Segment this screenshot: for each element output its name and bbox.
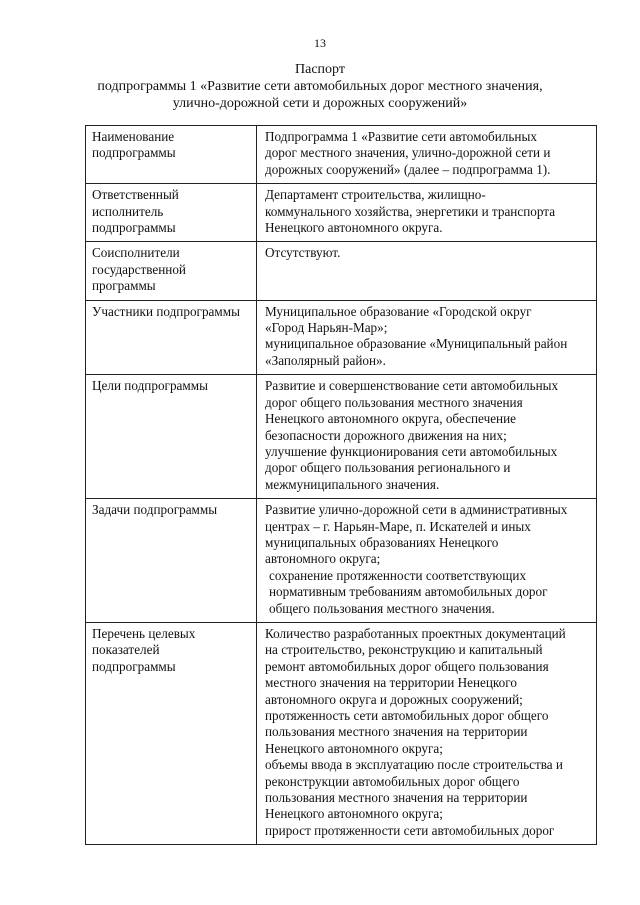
row-value-line: Ненецкого автономного округа. <box>265 220 443 236</box>
row-value-line: нормативным требованиям автомобильных дорог <box>269 584 548 600</box>
row-value-line: пользования местного значения на территории <box>265 724 528 740</box>
title-line-2: подпрограммы 1 «Развитие сети автомобильных дорог местного значения, <box>97 79 543 94</box>
row-value-line: Ненецкого автономного округа; <box>265 740 443 756</box>
table-row <box>86 300 597 375</box>
row-label-line: подпрограммы <box>92 658 176 674</box>
row-value-line: центрах – г. Нарьян-Маре, п. Искателей и иных <box>265 518 531 534</box>
row-value-line: дорог общего пользования регионального и <box>265 460 511 476</box>
row-value-line: дорог местного значения, улично-дорожной сети и <box>265 145 551 161</box>
row-value-line: местного значения на территории Ненецкого <box>265 675 517 691</box>
row-label-line: подпрограммы <box>92 220 176 236</box>
row-label-line: Перечень целевых <box>92 625 196 641</box>
row-value-line: межмуниципального значения. <box>265 476 440 492</box>
row-value-line: безопасности дорожного движения на них; <box>265 427 507 443</box>
row-label-line: Задачи подпрограммы <box>92 502 218 518</box>
row-label-cell <box>86 375 257 499</box>
row-value-line: Ненецкого автономного округа; <box>265 806 443 822</box>
row-value-line: ремонт автомобильных дорог общего пользования <box>265 658 549 674</box>
row-value-line: муниципальных образованиях Ненецкого <box>265 534 499 550</box>
row-value-line: дорожных сооружений» (далее – подпрограмма 1). <box>265 161 551 177</box>
row-value-line: объемы ввода в эксплуатацию после строительства и <box>265 757 563 773</box>
table-row <box>86 126 597 184</box>
row-value-line: Развитие улично-дорожной сети в административных <box>265 502 568 518</box>
row-value-cell <box>257 375 597 499</box>
row-value-line: общего пользования местного значения. <box>269 600 495 616</box>
table-row <box>86 184 597 242</box>
row-value-cell <box>257 242 597 300</box>
row-label-cell <box>86 242 257 300</box>
row-value-line: Отсутствуют. <box>265 245 341 261</box>
row-label-line: исполнитель <box>92 203 164 219</box>
title-line-1: Паспорт <box>295 62 345 77</box>
row-value-line: Количество разработанных проектных документаций <box>265 625 566 641</box>
row-value-cell <box>257 622 597 844</box>
title-line-3: улично-дорожной сети и дорожных сооружений» <box>172 96 468 111</box>
row-value-line: улучшение функционирования сети автомобильных <box>265 443 558 459</box>
row-label-cell <box>86 300 257 375</box>
row-label-line: Участники подпрограммы <box>92 303 240 319</box>
table-row <box>86 242 597 300</box>
row-label-line: показателей <box>92 642 160 658</box>
row-value-line: коммунального хозяйства, энергетики и транспорта <box>265 203 556 219</box>
row-label-cell <box>86 499 257 623</box>
row-value-line: Муниципальное образование «Городской округ <box>265 303 532 319</box>
row-label-line: программы <box>92 278 156 294</box>
row-value-line: прирост протяженности сети автомобильных дорог <box>265 822 555 838</box>
row-value-cell <box>257 184 597 242</box>
row-value-line: Подпрограмма 1 «Развитие сети автомобильных <box>265 129 537 144</box>
row-label-cell <box>86 126 257 184</box>
row-value-cell <box>257 126 597 184</box>
row-value-line: протяженность сети автомобильных дорог общего <box>265 708 549 723</box>
row-value-line: пользования местного значения на территории <box>265 790 528 806</box>
row-value-line: сохранение протяженности соответствующих <box>269 567 527 583</box>
row-value-line: муниципальное образование «Муниципальный район <box>265 336 568 352</box>
row-label-line: подпрограммы <box>92 145 176 161</box>
row-value-line: автономного округа; <box>265 551 381 567</box>
row-label-line: государственной <box>92 261 186 277</box>
row-label-line: Ответственный <box>92 187 179 203</box>
table-row <box>86 375 597 499</box>
row-label-line: Соисполнители <box>92 245 180 261</box>
row-value-line: Ненецкого автономного округа, обеспечение <box>265 411 517 427</box>
row-value-cell <box>257 499 597 623</box>
row-value-cell <box>257 300 597 375</box>
passport-table-body <box>86 126 597 845</box>
table-row <box>86 622 597 844</box>
row-value-line: «Заполярный район». <box>265 352 386 368</box>
row-value-line: «Город Нарьян-Мар»; <box>265 320 388 336</box>
table-row <box>86 499 597 623</box>
row-value-line: Департамент строительства, жилищно- <box>265 187 486 203</box>
document-title <box>0 61 640 112</box>
row-label-line: Цели подпрограммы <box>92 378 208 394</box>
row-value-line: Развитие и совершенствование сети автомобильных <box>265 378 559 394</box>
row-label-cell <box>86 184 257 242</box>
row-label-cell <box>86 622 257 844</box>
row-label-line: Наименование <box>92 129 175 144</box>
row-value-line: реконструкции автомобильных дорог общего <box>265 773 520 789</box>
row-value-line: дорог общего пользования местного значения <box>265 394 523 410</box>
passport-table <box>85 125 597 845</box>
page-number: 13 <box>314 36 326 50</box>
row-value-line: автономного округа и дорожных сооружений; <box>265 691 523 707</box>
row-value-line: на строительство, реконструкцию и капитальный <box>265 642 543 658</box>
